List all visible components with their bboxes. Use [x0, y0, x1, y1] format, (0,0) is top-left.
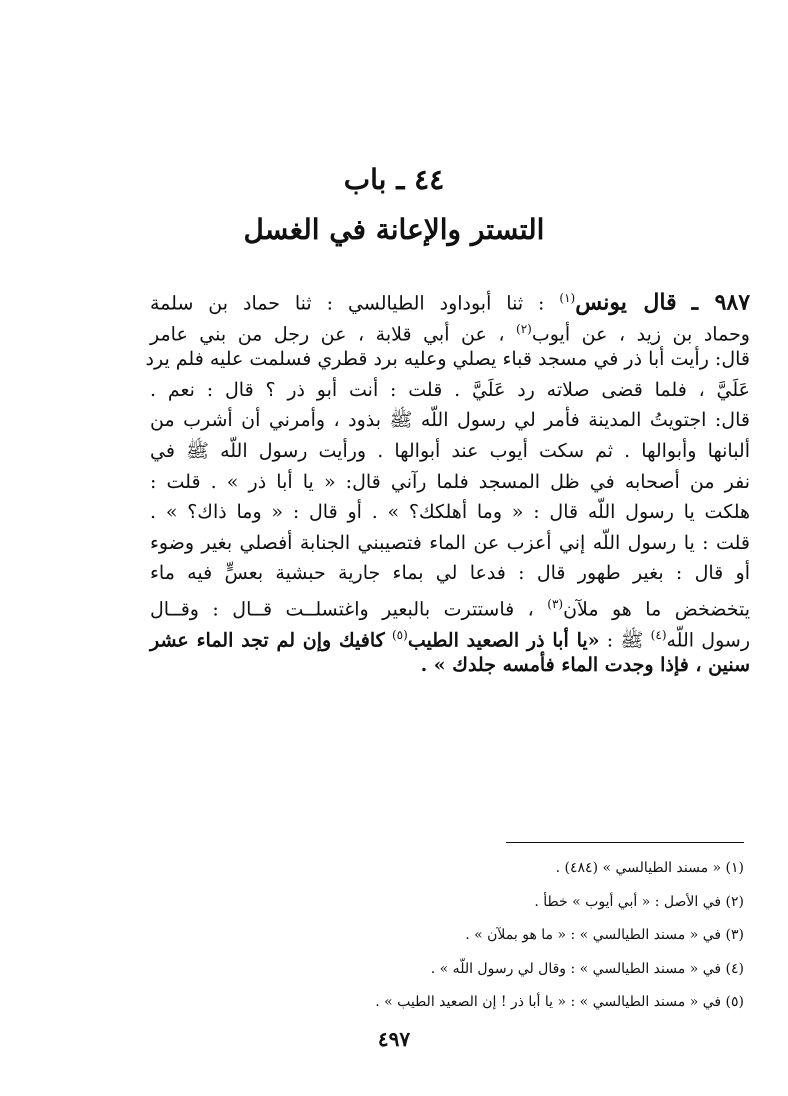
line-text: قلت : يا رسول اللّه إني أعزب عن الماء فتصيبني الجنابة أفصلي بغير وضوء: [150, 531, 750, 554]
line-text: قال: اجتويتُ المدينة فأمر لي رسول اللّه ﷺ بذود ، وأمرني أن أشرب من: [150, 409, 750, 432]
text-line: [150, 528, 750, 559]
text-line: [150, 558, 750, 589]
text-line: [150, 283, 750, 314]
line-text: : ثنا أبوداود الطيالسي : ثنا حماد بن سلمة: [150, 292, 545, 315]
line-text: ﷺ :: [606, 628, 644, 651]
chapter-title: التستر والإعانة في الغسل: [243, 213, 545, 246]
line-text: قال: رأيت أبا ذر في مسجد قباء يصلي وعليه برد قطري فسلمت عليه فلم يرد: [145, 348, 750, 371]
text-line: [150, 467, 750, 498]
footnote: (٢) في الأصل : « أبي أيوب » خطأ .: [534, 893, 744, 910]
text-line: [150, 620, 750, 651]
footnote: (٥) في « مسند الطيالسي » : « يا أبا ذر ! إن الصعيد الطيب » .: [375, 994, 744, 1010]
text-line: [150, 405, 750, 436]
text-line: [150, 314, 750, 345]
prophetic-saying: سنين ، فإذا وجدت الماء فأمسه جلدك » .: [420, 654, 750, 677]
footnote: (٣) في « مسند الطيالسي » : « ما هو بملآن » .: [465, 927, 744, 943]
line-text: ، عن أبي قلابة ، عن رجل من بني عامر: [150, 322, 505, 345]
chapter-number: ٤٤ ـ باب: [343, 163, 445, 196]
page-number: ٤٩٧: [377, 1027, 411, 1051]
footnote-ref: (٥): [391, 627, 408, 642]
footnotes: [144, 852, 744, 1020]
footnote-ref: (١): [559, 291, 576, 305]
footnote-ref: (٣): [547, 596, 564, 611]
hadith-number: ٩٨٧ ـ: [691, 289, 751, 316]
footnote-ref: (٤): [650, 627, 667, 642]
prophetic-saying: كافيك وإن لم تجد الماء عشر: [150, 628, 385, 651]
line-text: أو قال : بغير طهور قال : فدعا لي بماء جارية حبشية بعسٍّ فيه ماء: [150, 562, 750, 585]
narrator-name: قال يونس: [575, 289, 677, 316]
text-line: [150, 650, 750, 681]
footnote-ref: (٢): [516, 321, 532, 336]
line-text: رسول اللّه: [666, 628, 751, 651]
footnote: (١) « مسند الطيالسي » (٤٨٤) .: [555, 860, 744, 876]
line-text: يتخضخض ما هو ملآن: [563, 598, 750, 621]
footnote: (٤) في « مسند الطيالسي » : وقال لي رسول اللّه » .: [430, 960, 744, 977]
line-text: هلكت يا رسول اللّه قال : « وما أهلكك؟ » . أو قال : « وما ذاك؟ » .: [150, 501, 750, 524]
line-text: ألبانها وأبوالها . ثم سكت أيوب عند أبوالها . ورأيت رسول اللّه ﷺ في: [150, 439, 750, 462]
text-line: [145, 344, 750, 375]
footnote-divider: [506, 842, 744, 843]
line-text: نفر من أصحابه في ظل المسجد فلما رآني قال: « يا أبا ذر » . قلت :: [150, 470, 750, 493]
text-line: [150, 497, 750, 528]
text-line: [150, 436, 750, 467]
prophetic-saying: «يا أبا ذر الصعيد الطيب: [407, 628, 600, 651]
line-text: ، فاستترت بالبعير واغتسلــت قــال : وقــال: [150, 598, 534, 621]
text-line: [150, 375, 750, 406]
text-line: [150, 589, 750, 620]
line-text: وحماد بن زيد ، عن أيوب: [531, 322, 750, 345]
line-text: عَلَيَّ ، فلما قضى صلاته رد عَلَيَّ . قلت : أنت أبو ذر ؟ قال : نعم .: [150, 378, 750, 401]
hadith-text: [145, 283, 751, 681]
